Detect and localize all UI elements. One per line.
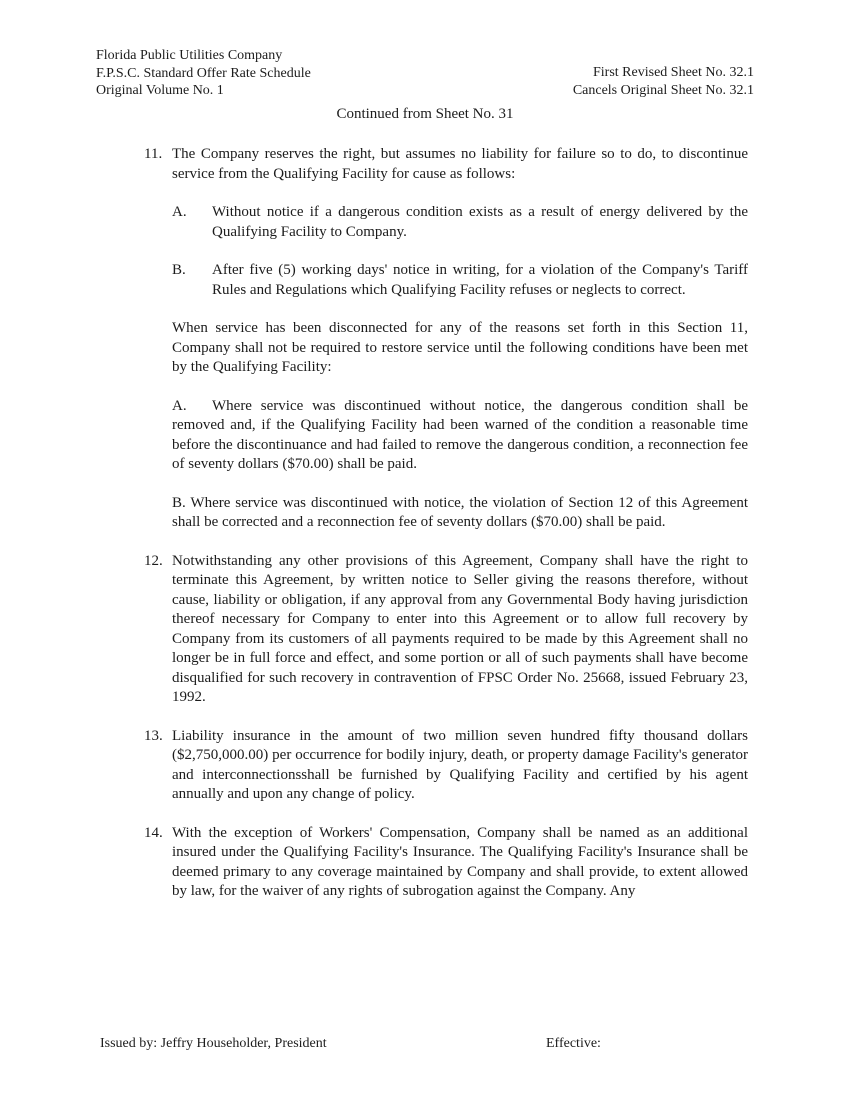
company-name: Florida Public Utilities Company <box>96 48 283 63</box>
clause-b <box>172 261 748 300</box>
condition-text: Where service was discontinued without notice, the dangerous condition shall be removed and, if the Qualifying Facility had been warned of the condition a reasonable time before the discontinuance and had failed to remove the dangerous condition, a reconnection fee of seventy dollars ($70.00) shall be paid. <box>172 397 748 472</box>
condition-letter: A. <box>172 397 187 414</box>
section-13 <box>144 727 748 805</box>
clause-letter: A. <box>172 204 187 220</box>
condition-b: B. Where service was discontinued with notice, the violation of Section 12 of this Agreement shall be corrected and a reconnection fee of seventy dollars ($70.00) shall be paid. <box>172 494 748 530</box>
section-text: Notwithstanding any other provisions of this Agreement, Company shall have the right to terminate this Agreement, by written notice to Seller giving the reasons therefore, without cause, liability or obligation, if any approval from any Governmental Body having jurisdiction thereof necessary for Company to enter into this Agreement or to allow full recovery by Company from its customers of all payments required to be made by this Agreement shall no longer be in full force and effect, and some portion or all of such payments shall have become disqualified for such recovery in contravention of FPSC Order No. 25668, issued February 23, 1992. <box>172 552 748 705</box>
clause-text: After five (5) working days' notice in writing, for a violation of the Company's Tariff Rules and Regulations which Qualifying Facility refuses or neglects to correct. <box>212 262 748 298</box>
section-text: Liability insurance in the amount of two million seven hundred fifty thousand dollars ($2,750,000.00) per occurrence for bodily injury, death, or property damage Facility's generator and interconnectionsshall be furnished by Qualifying Facility and certified by his agent annually and upon any change of policy. <box>172 727 748 802</box>
header-left <box>96 47 311 100</box>
section-number: 11. <box>144 146 163 162</box>
rate-schedule: F.P.S.C. Standard Offer Rate Schedule <box>96 65 311 81</box>
continued-note: Continued from Sheet No. 31 <box>336 106 514 122</box>
effective-date: Effective: <box>546 1036 601 1051</box>
section-number: 12. <box>144 552 163 569</box>
clause-text: Without notice if a dangerous condition exists as a result of energy delivered by the Qualifying Facility to Company. <box>212 204 748 240</box>
clause-a <box>172 203 748 242</box>
section-number: 14. <box>144 824 163 841</box>
document-body <box>144 145 748 921</box>
clause-letter: B. <box>172 262 186 278</box>
section-12 <box>144 552 748 708</box>
section-text: With the exception of Workers' Compensation, Company shall be named as an additional insured under the Qualifying Facility's Insurance. The Qualifying Facility's Insurance shall be deemed primary to any coverage maintained by Company and shall provide, to extent allowed by law, for the waiver of any rights of subrogation against the Company. Any <box>172 824 748 899</box>
header-right <box>573 64 754 99</box>
cancels-sheet: Cancels Original Sheet No. 32.1 <box>572 82 754 98</box>
reconnection-paragraph: When service has been disconnected for any of the reasons set forth in this Section 11, Company shall not be required to restore service until the following conditions have been met by the Qualifying Facility: <box>172 320 748 375</box>
issued-by: Issued by: Jeffry Householder, President <box>100 1036 327 1051</box>
sheet-number: First Revised Sheet No. 32.1 <box>593 65 754 80</box>
condition-a <box>172 397 748 475</box>
section-14 <box>144 824 748 902</box>
section-number: 13. <box>144 727 163 744</box>
section-11 <box>144 145 748 533</box>
section-text: The Company reserves the right, but assumes no liability for failure so to do, to discontinue service from the Qualifying Facility for cause as follows: <box>172 146 748 182</box>
volume: Original Volume No. 1 <box>96 83 224 98</box>
